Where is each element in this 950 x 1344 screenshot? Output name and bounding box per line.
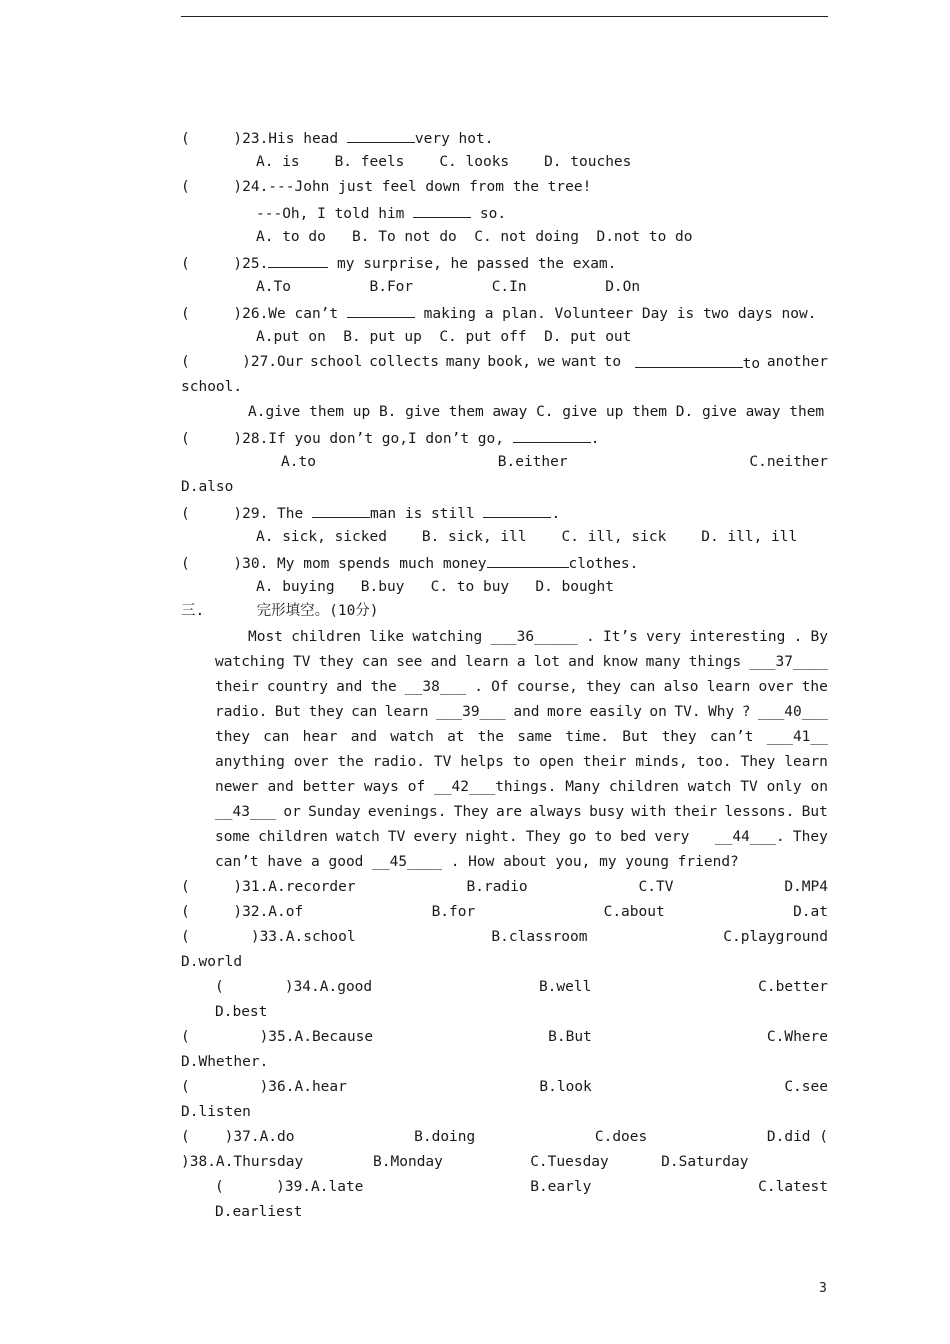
text-segment: ( )25.: [181, 256, 269, 272]
text-segment: A. to do B. To not do C. not doing D.not to do: [256, 229, 693, 245]
word: to: [742, 356, 761, 372]
word: on: [649, 704, 667, 720]
word: B.But: [548, 1029, 592, 1045]
word: anything: [215, 754, 285, 770]
word: __42___things.: [434, 779, 557, 795]
word: B.for: [431, 904, 476, 920]
blank-line: [347, 302, 415, 318]
word: to: [603, 354, 622, 370]
word: learn: [464, 654, 509, 670]
word: bed: [620, 829, 647, 845]
text-line-q37: [181, 1127, 828, 1147]
word: and: [568, 654, 595, 670]
word: C.neither: [749, 454, 828, 470]
word: and: [513, 704, 540, 720]
text-segment: ---Oh, I told him: [256, 206, 414, 222]
word: very: [654, 829, 690, 845]
word: D.at: [793, 904, 828, 920]
word: to: [512, 754, 531, 770]
word: things: [688, 654, 742, 670]
word: we: [537, 354, 556, 370]
word: ( )31.A.recorder: [181, 879, 356, 895]
text-line-p1: [248, 627, 828, 647]
text-segment: D.best: [215, 1004, 268, 1020]
word: many: [645, 654, 681, 670]
word: B.radio: [466, 879, 528, 895]
word: ( )37.A.do: [181, 1129, 295, 1145]
text-segment: A.give them up B. give them away C. give up them D. give away them: [248, 404, 825, 420]
word: They: [792, 829, 828, 845]
text-line-p4: [215, 702, 828, 722]
text-line-q33-d: [181, 952, 828, 972]
text-line-q35-d: [181, 1052, 828, 1072]
word: always: [529, 804, 582, 820]
word: like: [369, 629, 405, 645]
word: It’s: [602, 629, 638, 645]
word: see: [396, 654, 423, 670]
text-line-p6: [215, 752, 828, 772]
word: learn: [384, 704, 429, 720]
text-segment: D.listen: [181, 1104, 251, 1120]
word: and: [350, 729, 377, 745]
word: TV.: [674, 704, 701, 720]
text-line-q25: [181, 252, 828, 274]
text-line-q39: [215, 1177, 828, 1197]
word: By: [810, 629, 828, 645]
text-segment: making a plan. Volunteer Day is two days now.: [414, 306, 817, 322]
word: newer: [215, 779, 259, 795]
word: night.: [465, 829, 518, 845]
word: TV: [433, 754, 452, 770]
word: can: [351, 704, 378, 720]
word: only: [766, 779, 802, 795]
word: B.doing: [414, 1129, 476, 1145]
word: collects: [369, 354, 439, 370]
word: they: [215, 729, 250, 745]
word: school: [309, 354, 363, 370]
text-line-q34: [215, 977, 828, 997]
word: they: [318, 654, 354, 670]
word: helps: [460, 754, 504, 770]
word: watching: [215, 654, 285, 670]
text-line-q34-d: [215, 1002, 828, 1022]
word: very: [646, 629, 682, 645]
word: radio.: [372, 754, 425, 770]
word: at: [447, 729, 465, 745]
word: ___41__: [766, 729, 828, 745]
word: C.about: [603, 904, 665, 920]
word: or: [283, 804, 301, 820]
word: D.MP4: [784, 879, 828, 895]
word: with: [631, 804, 667, 820]
word: can’t: [709, 729, 754, 745]
word: open: [539, 754, 574, 770]
word: .: [793, 629, 803, 645]
word: want: [562, 354, 597, 370]
word: Many: [565, 779, 601, 795]
word: the: [801, 679, 828, 695]
word: evenings.: [367, 804, 447, 820]
text-segment: A. sick, sicked B. sick, ill C. ill, sick D. ill, ill: [256, 529, 798, 545]
word: children: [291, 629, 361, 645]
text-line-q27-opts: [248, 402, 828, 422]
word: learn: [784, 754, 828, 770]
word: know: [602, 654, 638, 670]
word: the: [477, 729, 504, 745]
text-segment: A.To B.For C.In D.On: [256, 279, 641, 295]
text-segment: ( )26.We can’t: [181, 306, 347, 322]
word: a: [516, 654, 526, 670]
word: TV: [740, 779, 758, 795]
word: ways: [363, 779, 399, 795]
word: on: [810, 779, 828, 795]
word: They: [525, 829, 561, 845]
word: watch: [390, 729, 434, 745]
text-line-p2: [215, 652, 828, 672]
word: watch: [687, 779, 732, 795]
blank-line: [487, 552, 569, 568]
blank-line: [513, 427, 591, 443]
text-line-q23-opts: [256, 152, 828, 172]
word: lessons.: [724, 804, 795, 820]
text-segment: ( )28.If you don’t go,I don’t go,: [181, 431, 513, 447]
word: minds,: [635, 754, 688, 770]
word: A.to: [281, 454, 316, 470]
text-line-q23: [181, 127, 828, 149]
word: many: [445, 354, 481, 370]
answer-blank: [635, 352, 760, 374]
word: some: [215, 829, 250, 845]
word: But: [801, 804, 828, 820]
text-segment: 三. 完形填空。(10分): [181, 603, 379, 619]
text-line-p8: [215, 802, 828, 822]
word: D.did (: [766, 1129, 828, 1145]
word: They: [740, 754, 776, 770]
word: ( )27.Our: [181, 354, 304, 370]
word: interesting: [689, 629, 786, 645]
word: their: [582, 754, 627, 770]
page-number: 3: [819, 1281, 827, 1296]
word: C.playground: [723, 929, 828, 945]
text-segment: D.also: [181, 479, 234, 495]
text-segment: can’t have a good __45____ . How about you, my young friend?: [215, 854, 739, 870]
text-segment: ( )24.---John just feel down from the tree!: [181, 179, 592, 195]
word: hear: [302, 729, 338, 745]
word: B.early: [530, 1179, 592, 1195]
word: C.does: [594, 1129, 648, 1145]
text-line-q33: [181, 927, 828, 947]
word: can: [361, 654, 388, 670]
blank-line: [347, 127, 415, 143]
word: their: [673, 804, 718, 820]
word: ?: [741, 704, 751, 720]
word: course,: [516, 679, 578, 695]
text-line-p7: [215, 777, 828, 797]
word: country: [266, 679, 328, 695]
word: C.TV: [638, 879, 674, 895]
text-segment: very hot.: [414, 131, 494, 147]
word: B.well: [538, 979, 592, 995]
text-line-q24: [181, 177, 828, 197]
blank-line: [312, 502, 370, 518]
text-line-q28-d: [181, 477, 828, 497]
word: easily: [589, 704, 642, 720]
text-segment: clothes.: [568, 556, 639, 572]
blank-line: [413, 202, 471, 218]
word: they: [586, 679, 622, 695]
text-line-q36: [181, 1077, 828, 1097]
text-line-q31: [181, 877, 828, 897]
text-line-q30-opts: [256, 577, 828, 597]
text-line-q35: [181, 1027, 828, 1047]
word: Most: [248, 629, 283, 645]
word: children: [258, 829, 328, 845]
word: .: [474, 679, 483, 695]
word: __43___: [215, 804, 277, 820]
text-line-q25-opts: [256, 277, 828, 297]
text-segment: )38.A.Thursday B.Monday C.Tuesday D.Saturday: [181, 1154, 749, 1170]
text-line-p5: [215, 727, 828, 747]
word: same: [517, 729, 553, 745]
text-segment: ( )29. The: [181, 506, 312, 522]
word: C.latest: [758, 1179, 828, 1195]
word: book,: [487, 354, 532, 370]
word: their: [215, 679, 259, 695]
text-segment: D.Whether.: [181, 1054, 269, 1070]
text-line-sec3: [181, 601, 828, 621]
text-segment: D.earliest: [215, 1204, 303, 1220]
word: lot: [533, 654, 560, 670]
text-line-q27: [181, 352, 828, 374]
word: the: [370, 679, 397, 695]
text-line-q39-d: [215, 1202, 828, 1222]
word: they: [661, 729, 697, 745]
word: Of: [491, 679, 509, 695]
text-line-q24-opts: [256, 227, 828, 247]
word: They: [453, 804, 489, 820]
word: and: [336, 679, 363, 695]
text-line-q30: [181, 552, 828, 574]
word: over: [758, 679, 794, 695]
word: But: [622, 729, 649, 745]
blank-line: [268, 252, 328, 268]
word: to: [594, 829, 612, 845]
word: learn: [706, 679, 751, 695]
text-line-q36-d: [181, 1102, 828, 1122]
text-line-q32: [181, 902, 828, 922]
word: C.better: [758, 979, 828, 995]
word: go: [568, 829, 587, 845]
word: they: [308, 704, 344, 720]
word: __44___.: [697, 829, 785, 845]
word: can: [629, 679, 656, 695]
text-segment: ( )30. My mom spends much money: [181, 556, 487, 572]
text-line-q29-opts: [256, 527, 828, 547]
text-segment: D.world: [181, 954, 243, 970]
text-segment: .: [551, 506, 561, 522]
text-segment: ( )23.His head: [181, 131, 347, 147]
word: the: [337, 754, 364, 770]
word: B.either: [497, 454, 568, 470]
word: B.look: [539, 1079, 592, 1095]
word: can: [263, 729, 290, 745]
text-segment: school.: [181, 379, 243, 395]
word: every: [413, 829, 458, 845]
word: ( )32.A.of: [181, 904, 304, 920]
word: ___39___: [435, 704, 506, 720]
blank-line: [635, 352, 743, 368]
text-segment: my surprise, he passed the exam.: [328, 256, 617, 272]
word: ( )35.A.Because: [181, 1029, 374, 1045]
word: Sunday: [308, 804, 361, 820]
text-line-p9: [215, 827, 828, 847]
word: .: [586, 629, 595, 645]
text-line-q38: [181, 1152, 828, 1172]
word: ( )33.A.school: [181, 929, 356, 945]
text-segment: A.put on B. put up C. put off D. put out: [256, 329, 632, 345]
word: ___36_____: [490, 629, 578, 645]
blank-line: [483, 502, 551, 518]
word: too.: [696, 754, 732, 770]
word: and: [430, 654, 457, 670]
word: ( )36.A.hear: [181, 1079, 347, 1095]
text-line-p10: [215, 852, 828, 872]
word: B.classroom: [491, 929, 588, 945]
text-line-q26-opts: [256, 327, 828, 347]
word: better: [302, 779, 356, 795]
word: busy: [589, 804, 625, 820]
word: watch: [336, 829, 380, 845]
text-line-p3: [215, 677, 828, 697]
text-line-q24-b: [256, 202, 828, 224]
word: children: [609, 779, 679, 795]
word: __38___: [404, 679, 467, 695]
word: ___37____: [749, 654, 828, 670]
header-rule: [181, 16, 828, 17]
text-line-q28: [181, 427, 828, 449]
word: more: [547, 704, 582, 720]
word: watching: [412, 629, 483, 645]
word: C.see: [784, 1079, 828, 1095]
word: over: [293, 754, 329, 770]
word: But: [274, 704, 302, 720]
text-segment: so.: [471, 206, 507, 222]
word: another: [766, 354, 828, 370]
word: time.: [565, 729, 610, 745]
text-line-q27-b: [181, 377, 828, 397]
word: ( )34.A.good: [215, 979, 373, 995]
word: and: [267, 779, 294, 795]
text-segment: A. buying B.buy C. to buy D. bought: [256, 579, 614, 595]
word: Why: [708, 704, 735, 720]
word: TV: [387, 829, 406, 845]
word: radio.: [215, 704, 268, 720]
text-line-q28-opts: [281, 452, 828, 472]
word: ( )39.A.late: [215, 1179, 364, 1195]
word: TV: [293, 654, 311, 670]
text-line-q29: [181, 502, 828, 524]
word: are: [495, 804, 523, 820]
text-segment: .: [590, 431, 600, 447]
text-line-q26: [181, 302, 828, 324]
word: C.Where: [766, 1029, 828, 1045]
word: ___40___: [758, 704, 828, 720]
text-segment: man is still: [369, 506, 484, 522]
word: of: [407, 779, 426, 795]
text-segment: A. is B. feels C. looks D. touches: [256, 154, 632, 170]
word: also: [663, 679, 699, 695]
